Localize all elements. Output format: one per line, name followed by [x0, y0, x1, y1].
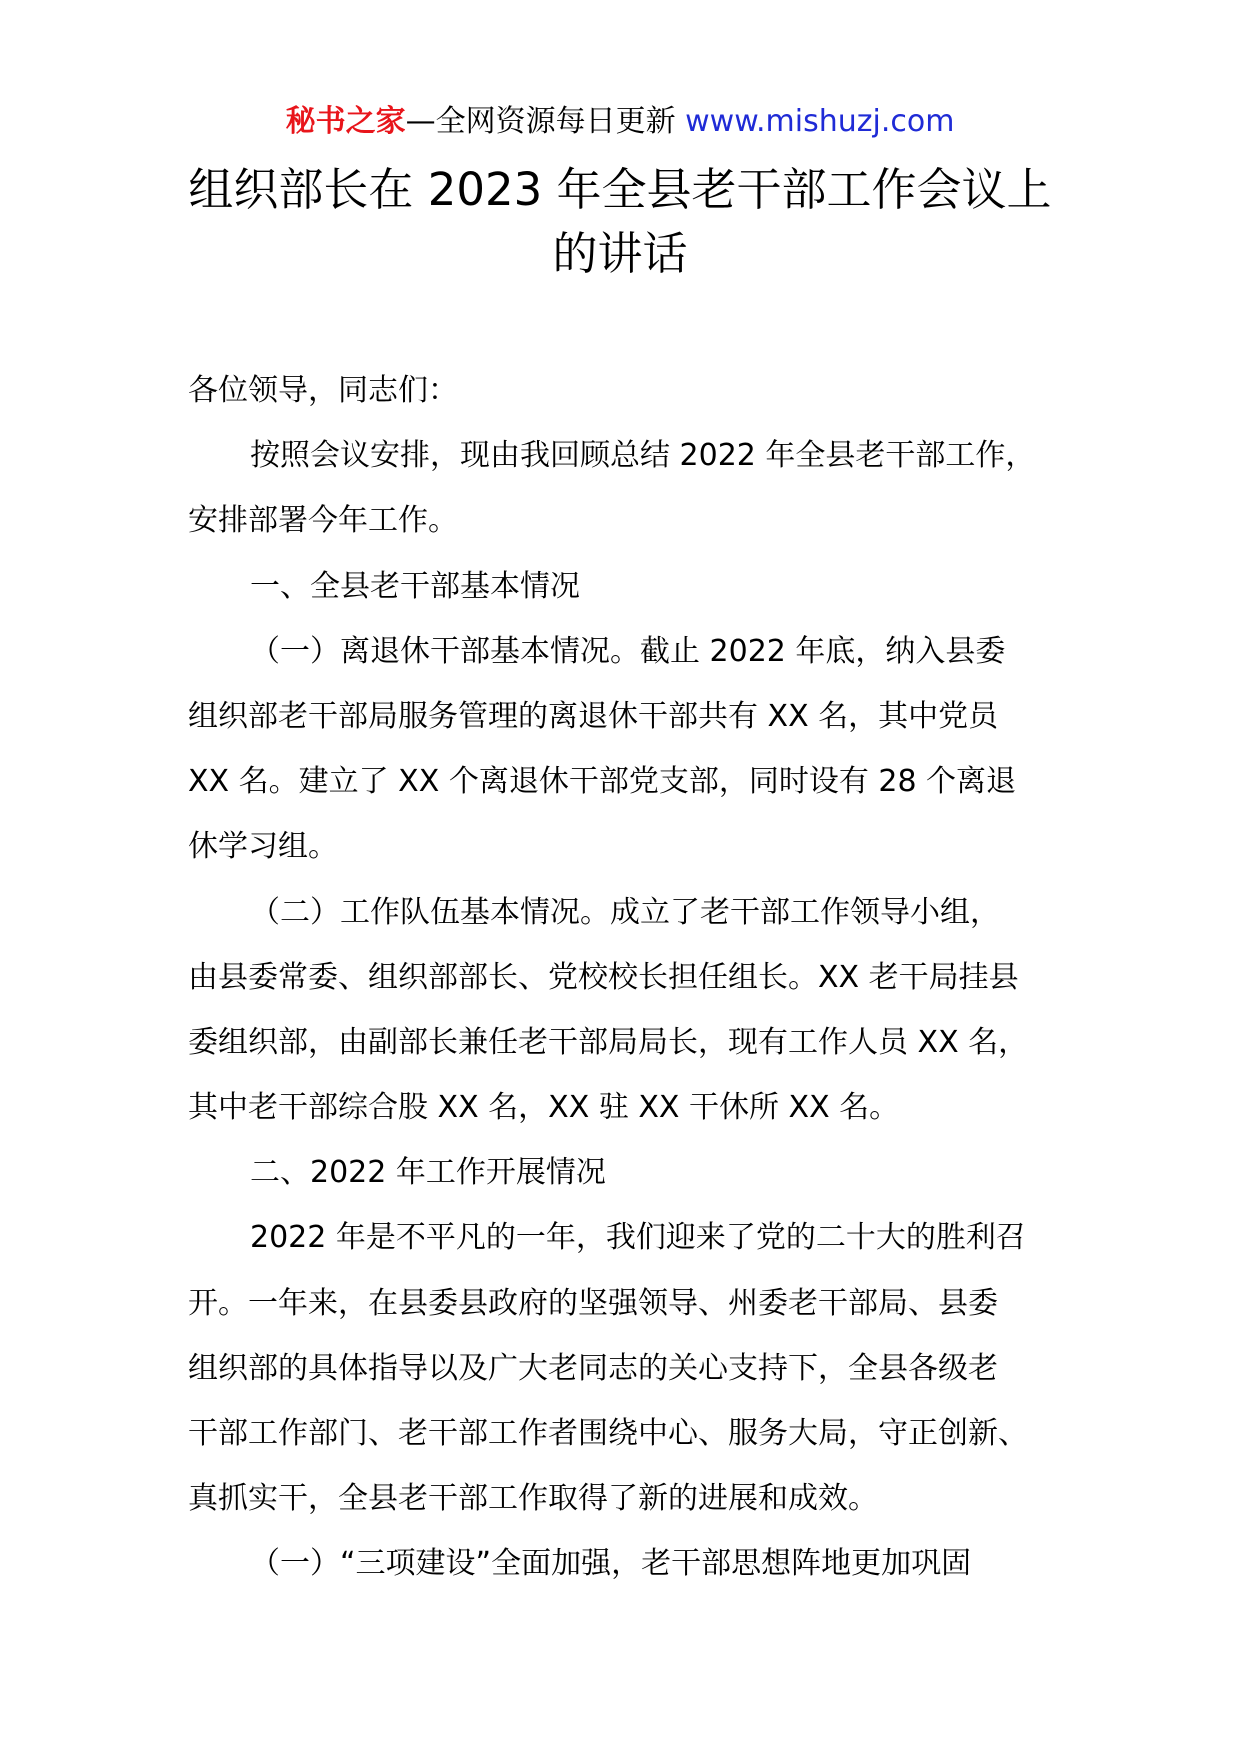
title-line-2: 的讲话 — [552, 227, 688, 280]
section-heading: 二、2022 年工作开展情况 — [250, 1155, 606, 1191]
paragraph-line: 委组织部，由副部长兼任老干部局局长，现有工作人员 XX 名， — [188, 1024, 1029, 1060]
paragraph-line: 2022 年是不平凡的一年，我们迎来了党的二十大的胜利召 — [250, 1220, 1026, 1256]
title-line-1: 组织部长在 2023 年全县老干部工作会议上 — [188, 163, 1052, 216]
paragraph-line: 真抓实干，全县老干部工作取得了新的进展和成效。 — [188, 1481, 878, 1517]
document-title — [150, 158, 1090, 286]
paragraph-line: 组织部老干部局服务管理的离退休干部共有 XX 名，其中党员 — [188, 698, 999, 734]
paragraph-line: 开。一年来，在县委县政府的坚强领导、州委老干部局、县委 — [188, 1285, 998, 1321]
paragraph-line: XX 名。建立了 XX 个离退休干部党支部，同时设有 28 个离退 — [188, 764, 1017, 800]
paragraph-line: 干部工作部门、老干部工作者围绕中心、服务大局，守正创新、 — [188, 1416, 1028, 1451]
site-url[interactable]: www.mishuzj.com — [685, 104, 955, 139]
subsection-heading: （一）“三项建设”全面加强，老干部思想阵地更加巩固 — [250, 1546, 972, 1582]
paragraph-line: （一）离退休干部基本情况。截止 2022 年底，纳入县委 — [250, 633, 1006, 669]
section-heading: 一、全县老干部基本情况 — [250, 568, 580, 604]
document-body — [188, 358, 1088, 1597]
paragraph-line: 组织部的具体指导以及广大老同志的关心支持下，全县各级老 — [188, 1350, 998, 1386]
paragraph-line: 休学习组。 — [188, 829, 338, 865]
paragraph-line: （二）工作队伍基本情况。成立了老干部工作领导小组， — [250, 894, 1000, 930]
paragraph-line: 由县委常委、组织部部长、党校校长担任组长。XX 老干局挂县 — [188, 959, 1019, 995]
salutation: 各位领导，同志们： — [188, 373, 458, 408]
paragraph-line: 按照会议安排，现由我回顾总结 2022 年全县老干部工作， — [250, 438, 1036, 474]
paragraph-line: 其中老干部综合股 XX 名，XX 驻 XX 干休所 XX 名。 — [188, 1090, 900, 1126]
brand-name: 秘书之家 — [285, 104, 406, 139]
paragraph-line: 安排部署今年工作。 — [188, 503, 458, 539]
site-header — [0, 100, 1240, 144]
header-tagline: —全网资源每日更新 — [405, 104, 686, 139]
